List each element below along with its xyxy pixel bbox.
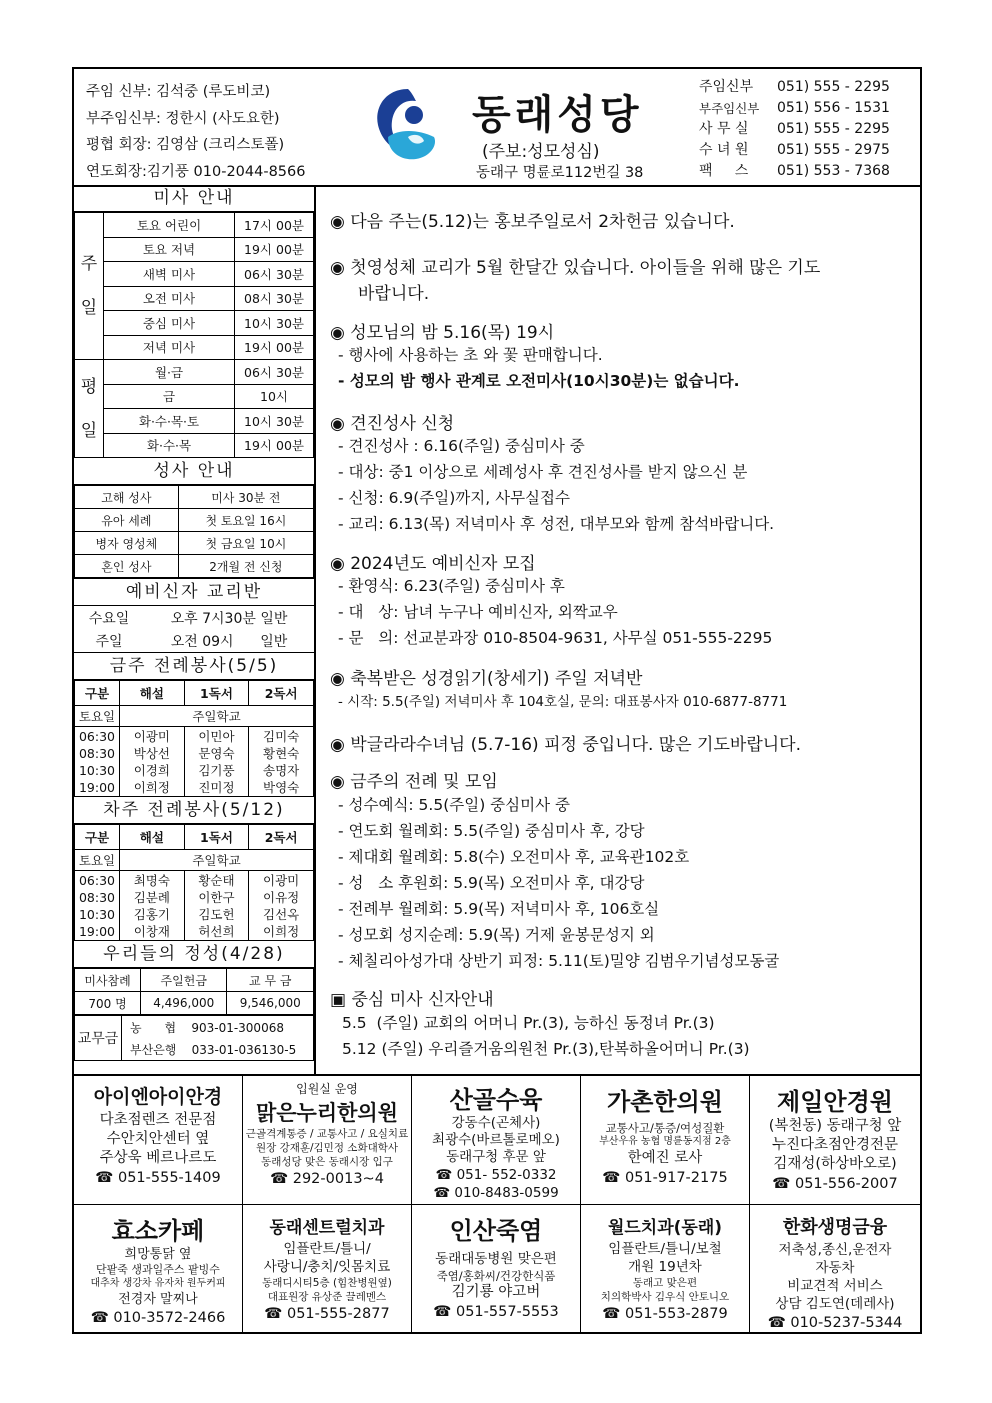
notice-item: ◉ 금주의 전례 및 모임 [330, 772, 498, 792]
notice-item: ◉ 축복받은 성경읽기(창세기) 주일 저녁반 [330, 669, 643, 689]
ad-card [412, 1205, 581, 1334]
col-header: 1독서 [184, 825, 249, 850]
bulletin-frame [72, 67, 922, 1334]
mass-time: 10시 30분 [235, 409, 314, 434]
ad-name: 월드치과(동래) [607, 1218, 723, 1238]
notice-sub: 5.12 (주일) 우리즐거움의원천 Pr.(3),탄복하올어머니 Pr.(3) [342, 1040, 750, 1058]
notice-sub: - 제대회 월례회: 5.8(수) 오전미사 후, 교육관102호 [338, 848, 690, 866]
col-header: 구분 [75, 681, 120, 706]
notice-sub: - 성 소 후원회: 5.9(목) 오전미사 후, 대강당 [338, 874, 645, 892]
col-header: 교 무 금 [227, 969, 314, 992]
notice-sub: - 환영식: 6.23(주일) 중심미사 후 [338, 577, 565, 595]
phone-label: 사 무 실 [699, 121, 749, 137]
ad-card [74, 1076, 243, 1205]
catechumen-table [74, 606, 314, 652]
mass-time: 17시 00분 [235, 213, 314, 238]
ad-name: 제일안경원 [777, 1088, 893, 1116]
sacrament-name: 혼인 성사 [75, 555, 179, 578]
ad-phone: ☎ 292-0013~4 [270, 1171, 384, 1187]
saturday-value: 주일학교 [120, 706, 314, 727]
col-header: 구분 [75, 825, 120, 850]
mass-name: 토요 어린이 [104, 213, 235, 238]
ad-name: 동래센트럴치과 [269, 1218, 385, 1238]
mass-time: 06시 30분 [235, 262, 314, 287]
ad-line: 동래대동병원 맞은편 [435, 1251, 557, 1267]
ad-line: 동래구청 후문 앞 [446, 1149, 546, 1165]
header [74, 69, 920, 187]
mass-time: 10시 [235, 384, 314, 409]
mass-name: 화·수·목 [104, 433, 235, 458]
phone-label: 주임신부 [699, 79, 754, 95]
sacrament-time: 첫 금요일 10시 [178, 532, 313, 555]
phone-number: 051) 555 - 2295 [777, 121, 890, 137]
ad-phone: ☎ 051-555-1409 [95, 1170, 221, 1186]
parish-logo-icon [368, 85, 448, 165]
bank-table [74, 1015, 314, 1061]
staff-list [86, 79, 306, 185]
phone-label: 팩 스 [699, 163, 749, 179]
col-header: 1독서 [184, 681, 249, 706]
notice-sub: - 성모의 밤 행사 관계로 오전미사(10시30분)는 없습니다. [338, 372, 740, 390]
ad-card [581, 1205, 750, 1334]
offering-title: 우리들의 정성(4/28) [74, 941, 314, 968]
notice-sub: - 문 의: 선교분과장 010-8504-9631, 사무실 051-555-2295 [338, 629, 773, 647]
ad-line: 김기룡 야고버 [451, 1284, 541, 1300]
ad-line: 한예진 로사 [627, 1150, 703, 1166]
sunday-label: 주 일 [75, 213, 104, 360]
phone-label: 수 녀 원 [699, 142, 749, 158]
ad-line: 임플란트/틀니/ [283, 1241, 371, 1257]
notice-item: ◉ 첫영성체 교리가 5월 한달간 있습니다. 아이들을 위해 많은 기도 [330, 258, 821, 278]
ad-line: 동래고 맞은편 [632, 1277, 698, 1289]
notice-sub: - 견진성사 : 6.16(주일) 중심미사 중 [338, 437, 585, 455]
phone-number: 051) 555 - 2295 [777, 79, 890, 95]
ad-phone: ☎ 051- 552-0332 [435, 1167, 557, 1183]
ad-card [243, 1076, 412, 1205]
ad-phone: ☎ 010-5237-5344 [767, 1315, 903, 1331]
staff-assistant: 부주임신부: 정한시 (사도요한) [86, 110, 280, 127]
ad-name: 가촌한의원 [607, 1088, 723, 1116]
first-readers: 황순태 이한구 김도헌 허선희 [184, 871, 249, 941]
notice-item: ◉ 성모님의 밤 5.16(목) 19시 [330, 323, 555, 343]
commentators: 이광미 박상선 이경희 이희정 [120, 727, 185, 797]
mass-time: 19시 00분 [235, 237, 314, 262]
notice-sub: - 체칠리아성가대 상반기 피정: 5.11(토)밀양 김범우기념성모동굴 [338, 952, 780, 970]
ad-line: 근골격계통증 / 교통사고 / 요실치료 [245, 1128, 409, 1140]
mass-name: 오전 미사 [104, 286, 235, 311]
notice-item: ◉ 견진성사 신청 [330, 414, 455, 434]
notice-sub: - 성수예식: 5.5(주일) 중심미사 중 [338, 796, 570, 814]
mass-time: 06시 30분 [235, 360, 314, 385]
notice-sub: - 시작: 5.5(주일) 저녁미사 후 104호실, 문의: 대표봉사자 010-6877-8771 [338, 694, 788, 710]
ad-line: 개원 19년차 [628, 1259, 702, 1275]
ad-line: 누진다초점안경전문 [771, 1137, 899, 1153]
notice-item: ◉ 다음 주는(5.12)는 홍보주일로서 2차헌금 있습니다. [330, 212, 735, 232]
bank-account: 농 협 903-01-300068 [122, 1016, 314, 1039]
notice-sub: - 대상: 중1 이상으로 세례성사 후 견진성사를 받지 않으신 분 [338, 463, 748, 481]
ad-line: 상담 김도연(데레사) [775, 1296, 895, 1312]
staff-yeondo: 연도회장:김기풍 010-2044-8566 [86, 163, 306, 180]
phone-label: 부주임신부 [699, 101, 760, 116]
parish-address: 동래구 명륜로112번길 38 [476, 165, 644, 181]
ad-phone: ☎ 051-917-2175 [602, 1170, 728, 1186]
notice-item: ◉ 박글라라수녀님 (5.7-16) 피정 중입니다. 많은 기도바랍니다. [330, 735, 801, 755]
notice-item: ◉ 2024년도 예비신자 모집 [330, 554, 536, 574]
ad-line: 최광수(바르톨로메오) [432, 1132, 560, 1148]
mass-time: 19시 00분 [235, 433, 314, 458]
ad-line: 다초점렌즈 전문점 [99, 1112, 217, 1128]
sacrament-name: 고해 성사 [75, 486, 179, 509]
phone-row [699, 98, 890, 119]
mass-time: 10시 30분 [235, 311, 314, 336]
second-readers: 이광미 이유정 김선옥 이희정 [249, 871, 314, 941]
liturgy-this-table [74, 680, 314, 797]
ad-line: (복천동) 동래구청 앞 [768, 1118, 902, 1134]
ad-line: 수안치안센터 옆 [106, 1131, 210, 1147]
phone-list [699, 77, 890, 182]
notice-sub: - 행사에 사용하는 초 와 꽃 판매합니다. [338, 346, 603, 364]
notice-sub: - 교리: 6.13(목) 저녁미사 후 성전, 대부모와 함께 참석바랍니다. [338, 515, 775, 533]
mass-time: 19시 00분 [235, 335, 314, 360]
catechumen-time: 오전 09시 일반 [170, 633, 288, 650]
ad-phone: ☎ 010-3572-2466 [90, 1310, 226, 1326]
ad-line: 대추차 생강차 유자차 원두커피 [90, 1278, 226, 1289]
ad-name: 한화생명금융 [782, 1217, 888, 1238]
ad-name: 아이엔아이안경 [93, 1086, 223, 1108]
saturday-label: 토요일 [75, 850, 120, 871]
staff-council: 평협 회장: 김영삼 (크리스토폴) [86, 137, 285, 153]
phone-number: 051) 553 - 7368 [777, 163, 890, 179]
ad-line: 대표원장 유상준 끌레멘스 [267, 1291, 387, 1303]
ad-name: 산골수육 [449, 1086, 543, 1114]
ad-card [412, 1076, 581, 1205]
col-header: 2독서 [249, 681, 314, 706]
saturday-value: 주일학교 [120, 850, 314, 871]
ad-line: 동래성당 맞은 동래시장 입구 [261, 1156, 393, 1168]
mass-title: 미사 안내 [74, 185, 314, 212]
sacrament-name: 유아 세례 [75, 509, 179, 532]
ad-tag: 입원실 운영 [296, 1082, 358, 1096]
col-header: 2독서 [249, 825, 314, 850]
notice-item: ▣ 중심 미사 신자안내 [330, 990, 494, 1010]
ad-card [750, 1076, 920, 1205]
times: 06:30 08:30 10:30 19:00 [75, 871, 120, 941]
mass-table [74, 212, 314, 458]
ad-phone: ☎ 051-553-2879 [602, 1306, 728, 1322]
staff-pastor: 주임 신부: 김석중 (루도비코) [86, 84, 271, 100]
second-readers: 김미숙 황현숙 송명자 박영숙 [249, 727, 314, 797]
phone-row [699, 119, 890, 140]
ad-card [581, 1076, 750, 1205]
notice-sub: - 전례부 월례회: 5.9(목) 저녁미사 후, 106호실 [338, 900, 660, 918]
ad-line: 사랑니/충치/잇몸치료 [263, 1259, 391, 1275]
catechumen-day: 수요일 [88, 610, 130, 627]
attendance-value: 700 명 [75, 992, 141, 1015]
sacraments-title: 성사 안내 [74, 458, 314, 485]
notice-item-cont: 바랍니다. [358, 284, 430, 304]
sacraments-table [74, 485, 314, 578]
mass-name: 화·수·목·토 [104, 409, 235, 434]
ad-line: 김재성(하상바오로) [773, 1156, 897, 1172]
phone-row [699, 161, 890, 182]
catechumen-title: 예비신자 교리반 [74, 578, 314, 606]
catechumen-day: 주일 [95, 633, 123, 650]
col-header: 미사참례 [75, 969, 141, 992]
liturgy-this-title: 금주 전례봉사(5/5) [74, 652, 314, 680]
liturgy-next-table [74, 824, 314, 941]
mass-name: 중심 미사 [104, 311, 235, 336]
parish-title: 동래성당 [472, 92, 643, 138]
first-readers: 이민아 문영숙 김기풍 진미정 [184, 727, 249, 797]
ad-line: 동래디시티5층 (힘찬병원옆) [262, 1277, 392, 1289]
mass-time: 08시 30분 [235, 286, 314, 311]
ad-card [243, 1205, 412, 1334]
ad-line: 원장 강재훈/김민정 소화대학사 [255, 1142, 399, 1154]
ad-card [74, 1205, 243, 1334]
ad-line: 희망통닭 옆 [124, 1247, 192, 1262]
ad-line: 전경자 말찌나 [118, 1292, 198, 1307]
ad-phone: ☎ 051-557-5553 [433, 1304, 559, 1320]
ad-phone: ☎ 051-555-2877 [264, 1306, 390, 1322]
ad-phone: ☎ 010-8483-0599 [433, 1185, 559, 1201]
ad-name: 효소카페 [111, 1217, 205, 1245]
sacrament-time: 2개월 전 신청 [178, 555, 313, 578]
ad-card [750, 1205, 920, 1334]
notice-sub: - 연도회 월례회: 5.5(주일) 중심미사 후, 강당 [338, 822, 645, 840]
sunday-offering-value: 4,496,000 [141, 992, 227, 1015]
ad-line: 부산우유 농협 명륜동지점 2층 [599, 1136, 731, 1147]
ad-line: 저축성,종신,운전자 [778, 1242, 892, 1258]
ad-line: 죽염/홍화씨/건강한식품 [436, 1269, 556, 1283]
mass-name: 토요 저녁 [104, 237, 235, 262]
ad-line: 교통사고/통증/여성질환 [605, 1121, 725, 1135]
ad-line: 단팥죽 생과일주스 팥빙수 [96, 1263, 220, 1276]
ad-name: 맑은누리한의원 [255, 1101, 398, 1125]
phone-number: 051) 555 - 2975 [777, 142, 890, 158]
sacrament-time: 미사 30분 전 [178, 486, 313, 509]
notice-sub: 5.5 (주일) 교회의 어머니 Pr.(3), 능하신 동정녀 Pr.(3) [342, 1014, 715, 1032]
ad-phone: ☎ 051-556-2007 [772, 1176, 898, 1192]
notice-sub: - 신청: 6.9(주일)까지, 사무실접수 [338, 489, 570, 507]
mass-name: 월·금 [104, 360, 235, 385]
offering-table [74, 968, 314, 1015]
liturgy-next-title: 차주 전례봉사(5/12) [74, 797, 314, 824]
ad-name: 인산죽염 [449, 1217, 543, 1245]
bank-account: 부산은행 033-01-036130-5 [122, 1038, 314, 1061]
sacrament-name: 병자 영성체 [75, 532, 179, 555]
col-header: 해설 [120, 825, 185, 850]
times: 06:30 08:30 10:30 19:00 [75, 727, 120, 797]
ad-line: 강동수(곤체사) [451, 1115, 541, 1131]
ad-line: 주상욱 베르나르도 [99, 1150, 217, 1166]
sacrament-time: 첫 토요일 16시 [178, 509, 313, 532]
phone-row [699, 77, 890, 98]
weekday-label: 평 일 [75, 360, 104, 458]
col-header: 주일헌금 [141, 969, 227, 992]
dues-label: 교무금 [75, 1016, 122, 1061]
left-column [74, 185, 316, 1074]
saturday-label: 토요일 [75, 706, 120, 727]
catechumen-time: 오후 7시30분 일반 [170, 610, 288, 627]
notices-column [316, 185, 920, 1074]
commentators: 최명숙 김분례 김홍기 이창재 [120, 871, 185, 941]
ads-section [74, 1074, 920, 1334]
notice-sub: - 성모회 성지순례: 5.9(목) 거제 윤봉문성지 외 [338, 926, 655, 944]
notice-sub: - 대 상: 남녀 누구나 예비신자, 외짝교우 [338, 603, 618, 621]
ad-line: 임플란트/틀니/보철 [608, 1241, 722, 1257]
mass-name: 저녁 미사 [104, 335, 235, 360]
parish-patron: (주보:성모성심) [482, 142, 600, 162]
mass-name: 금 [104, 384, 235, 409]
mass-name: 새벽 미사 [104, 262, 235, 287]
col-header: 해설 [120, 681, 185, 706]
ad-line: 자동차 [815, 1260, 855, 1276]
ad-line: 비교견적 서비스 [787, 1278, 883, 1294]
phone-row [699, 140, 890, 161]
phone-number: 051) 556 - 1531 [777, 100, 890, 116]
ad-line: 치의학박사 김우식 안토니오 [600, 1291, 730, 1303]
dues-value: 9,546,000 [227, 992, 314, 1015]
